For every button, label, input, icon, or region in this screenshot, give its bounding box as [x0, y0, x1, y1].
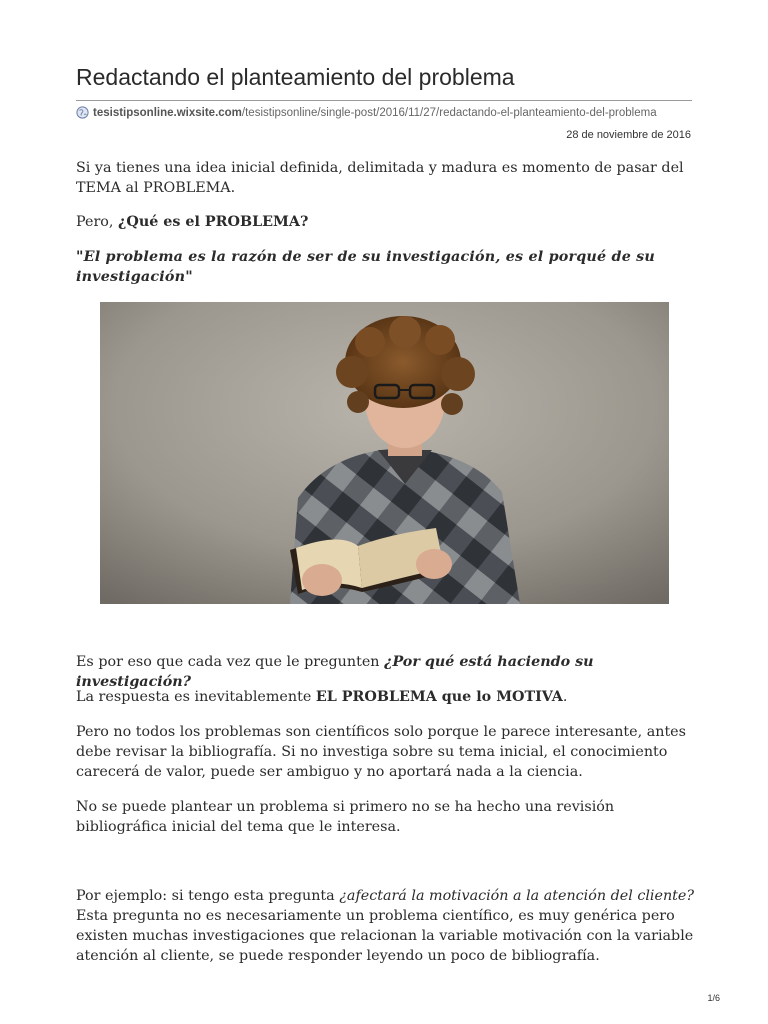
student-reading-photo [100, 302, 669, 604]
source-link[interactable] [93, 107, 657, 119]
source-line [76, 106, 657, 119]
paragraph-intro: Si ya tienes una idea inicial definida, delimitada y madura es momento de pasar del TEMA al PROBLEMA. [76, 160, 684, 196]
paragraph-review: No se puede plantear un problema si primero no se ha hecho una revisión bibliográfica inicial del tema que le interesa. [76, 799, 615, 835]
source-path: /tesistipsonline/single-post/2016/11/27/redactando-el-planteamiento-del-problema [241, 106, 657, 119]
source-domain: tesistipsonline.wixsite.com [93, 106, 242, 119]
answer-lead: La respuesta es inevitablemente [76, 689, 316, 705]
paragraph-why [76, 652, 696, 692]
paragraph-question [76, 212, 696, 232]
example-rest: Esta pregunta no es necesariamente un problema científico, es muy genérica pero existen muchas investigaciones que relacionan la variable motivación con la variable atención al cliente, se puede responder leyendo un poco de bibliografía. [76, 908, 694, 964]
question-lead: Pero, [76, 214, 118, 230]
paragraph-answer [76, 687, 696, 707]
example-lead: Por ejemplo: si tengo esta pregunta [76, 888, 340, 904]
paragraph-example [76, 886, 696, 966]
why-lead: Es por eso que cada vez que le pregunten [76, 654, 385, 670]
post-date: 28 de noviembre de 2016 [566, 129, 691, 141]
example-question: ¿afectará la motivación a la atención del cliente? [339, 888, 695, 904]
title-divider [76, 100, 692, 101]
page-number: 1/6 [707, 993, 720, 1003]
paragraph-scientific: Pero no todos los problemas son científicos solo porque le parece interesante, antes debe revisar la bibliografía. Si no investiga sobre su tema inicial, el conocimiento carecerá de valor, puede ser ambiguo y no aportará nada a la ciencia. [76, 724, 686, 780]
question-bold: ¿Qué es el PROBLEMA? [117, 214, 309, 230]
definition-quote: "El problema es la razón de ser de su investigación, es el porqué de su investigación" [76, 249, 656, 285]
document-title: Redactando el planteamiento del problema [76, 64, 515, 90]
answer-tail: . [562, 689, 568, 705]
answer-bold: EL PROBLEMA que lo MOTIVA [315, 689, 563, 705]
why-question: ¿Por qué está haciendo su investigación? [76, 654, 594, 690]
globe-icon [76, 106, 89, 119]
